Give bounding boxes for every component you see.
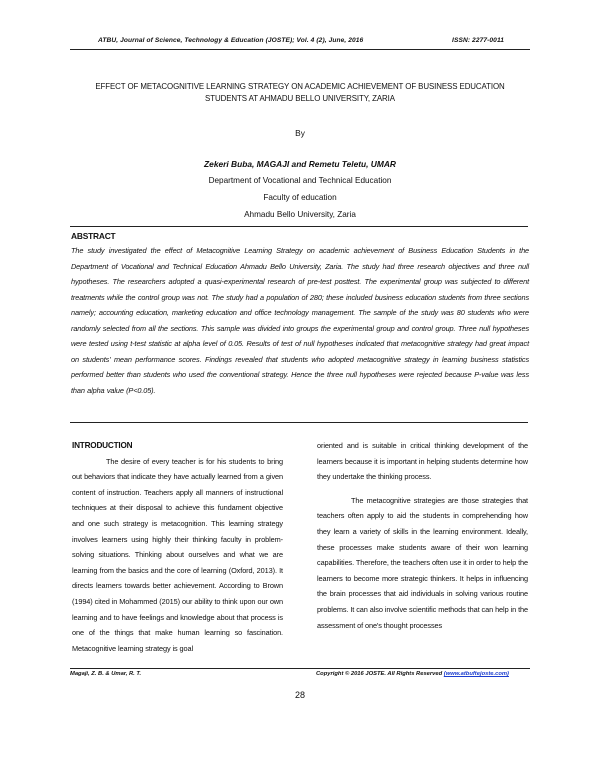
left-column	[72, 438, 283, 656]
abstract-text: The study investigated the effect of Metacognitive Learning Strategy on academic achievement of Business Education Students in the Department of Vocational and Technical Education Ahmadu Bello University, Zaria. The study had three research objectives and three null hypotheses. The researchers adopted a quasi-experimental research of pre-test posttest. The experimental group was subjected to different treatments while the control group was not. The study had a population of 280; these included business education students from three sections namely; accounting education, marketing education and office technology management. The sample of the study was 80 students who were randomly selected from all the sections. This sample was divided into groups the experimental group and control group. Three null hypotheses were tested using t-test statistic at alpha level of 0.05. Results of test of null hypotheses indicated that metacognitive strategy had great impact on students' mean performance scores. Findings revealed that students who adopted metacognitive strategy in learning business statistics performed better than students who used the conventional strategy. Hence the three null hypotheses were rejected because P-value was less than alpha value (P<0.05).	[71, 246, 529, 395]
abstract-bottom-divider	[70, 422, 528, 423]
footer-authors: Magaji, Z. B. & Umar, R. T.	[70, 671, 142, 677]
affiliation-faculty: Faculty of education	[263, 193, 337, 202]
copyright-text: Copyright © 2016 JOSTE. All Rights Reserved	[316, 671, 443, 677]
paper-authors: Zekeri Buba, MAGAJI and Remetu Teletu, UMAR	[204, 159, 396, 169]
journal-website-link[interactable]: (www.atbuftejoste.com)	[443, 671, 509, 677]
paper-title: EFFECT OF METACOGNITIVE LEARNING STRATEGY ON ACADEMIC ACHIEVEMENT OF BUSINESS EDUCATION STUDENTS AT AHMADU BELLO UNIVERSITY, ZARIA	[95, 81, 505, 103]
introduction-paragraph-2: oriented and is suitable in critical thinking development of the learners because it is important in helping students determine how they undertake the thinking process.	[317, 441, 528, 482]
affiliation-university: Ahmadu Bello University, Zaria	[244, 210, 356, 219]
introduction-paragraph-1: The desire of every teacher is for his students to bring out behaviors that indicate they have actually learned from a given content of instruction. Teachers apply all manners of instructional techniques at their disposal to achieve this fundament objective and one such strategy is metacognition. This learning strategy involves learners using highly their thinking faculty in problem-solving situations. Thinking about ourselves and what we are learning from the basics and the core of learning (Oxford, 2013). It directs learners towards better achievement. According to Brown (1994) cited in Mohammed (2015) our ability to think upon our own learning and to have feelings and knowledge about that process is one of the things that make human learning so fascination. Metacognitive learning strategy is goal	[72, 456, 283, 653]
introduction-paragraph-3: The metacognitive strategies are those strategies that teachers often apply to aid the students in comprehending how they learn a variety of skills in the learning environment. Ideally, these processes make students aware of their won learning capabilities. Therefore, the teachers often use it in order to help the learners to become more strategic thinkers. It helps in influencing the brain processes that aid individuals in solving various routine problems. It can also involve scientific methods that can help in the assessment of one's thought processes	[317, 495, 528, 630]
journal-header	[70, 37, 530, 49]
journal-citation: ATBU, Journal of Science, Technology & Education (JOSTE); Vol. 4 (2), June, 2016	[98, 37, 364, 44]
by-line: By	[295, 128, 305, 138]
abstract-heading: ABSTRACT	[71, 231, 116, 241]
affiliation-department: Department of Vocational and Technical Education	[208, 176, 392, 185]
page-number: 28	[294, 690, 305, 700]
footer-divider	[70, 668, 530, 669]
right-column	[317, 438, 528, 633]
header-divider	[70, 49, 530, 50]
footer-copyright	[316, 671, 509, 677]
journal-issn: ISSN: 2277-0011	[452, 37, 504, 44]
abstract-top-divider	[70, 226, 528, 227]
introduction-heading: INTRODUCTION	[72, 441, 133, 450]
